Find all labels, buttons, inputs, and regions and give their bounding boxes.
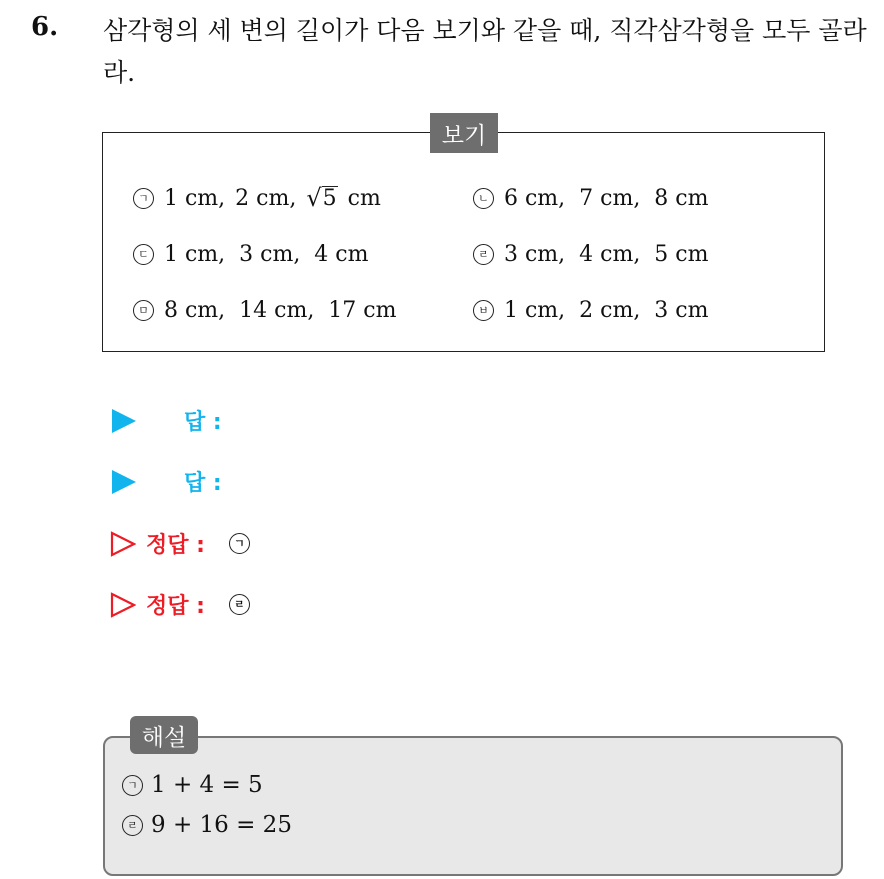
play-arrow-icon <box>112 409 136 433</box>
solution-marker: ㄹ <box>122 815 143 836</box>
option-marker: ㄷ <box>133 244 154 265</box>
solution-marker: ㄱ <box>122 775 143 796</box>
bogi-option-3 <box>133 242 368 267</box>
option-side-a: 1 cm, <box>164 186 226 211</box>
option-text: 6 cm, 7 cm, 8 cm <box>504 186 709 211</box>
answer-row-1 <box>112 405 222 436</box>
question-number: 6. <box>31 12 59 42</box>
bogi-option-5 <box>133 298 396 323</box>
bogi-option-2 <box>473 186 708 211</box>
option-sqrt: √ 5 <box>306 184 337 213</box>
bogi-option-1 <box>133 186 381 211</box>
option-text: 1 cm, 3 cm, 4 cm <box>164 242 369 267</box>
solution-title: 해설 <box>130 716 198 754</box>
solution-equation: 1 + 4 = 5 <box>151 772 263 798</box>
outline-arrow-icon <box>110 531 136 557</box>
correct-row-1 <box>110 528 250 559</box>
option-marker: ㄴ <box>473 188 494 209</box>
question-text: 삼각형의 세 변의 길이가 다음 보기와 같을 때, 직각삼각형을 모두 골라라. <box>103 16 867 87</box>
option-marker: ㅂ <box>473 300 494 321</box>
bogi-option-6 <box>473 298 708 323</box>
solution-equation: 9 + 16 = 25 <box>151 812 292 838</box>
solution-line-1 <box>122 772 263 798</box>
solution-line-2 <box>122 812 292 838</box>
answer-label: 답 : <box>184 471 222 496</box>
correct-marker: ㄹ <box>229 594 250 615</box>
correct-marker: ㄱ <box>229 533 250 554</box>
option-side-b: 2 cm, <box>235 186 297 211</box>
answer-label: 답 : <box>184 410 222 435</box>
play-arrow-icon <box>112 470 136 494</box>
option-text: 8 cm, 14 cm, 17 cm <box>164 298 397 323</box>
correct-label: 정답 : <box>146 594 205 619</box>
option-marker: ㄱ <box>133 188 154 209</box>
outline-arrow-icon <box>110 592 136 618</box>
bogi-title: 보기 <box>430 113 498 153</box>
option-unit: cm <box>347 186 381 211</box>
option-marker: ㅁ <box>133 300 154 321</box>
option-marker: ㄹ <box>473 244 494 265</box>
answer-row-2 <box>112 466 222 497</box>
correct-label: 정답 : <box>146 533 205 558</box>
option-text: 3 cm, 4 cm, 5 cm <box>504 242 709 267</box>
solution-box <box>103 736 843 876</box>
bogi-option-4 <box>473 242 708 267</box>
correct-row-2 <box>110 589 250 620</box>
option-text: 1 cm, 2 cm, 3 cm <box>504 298 709 323</box>
